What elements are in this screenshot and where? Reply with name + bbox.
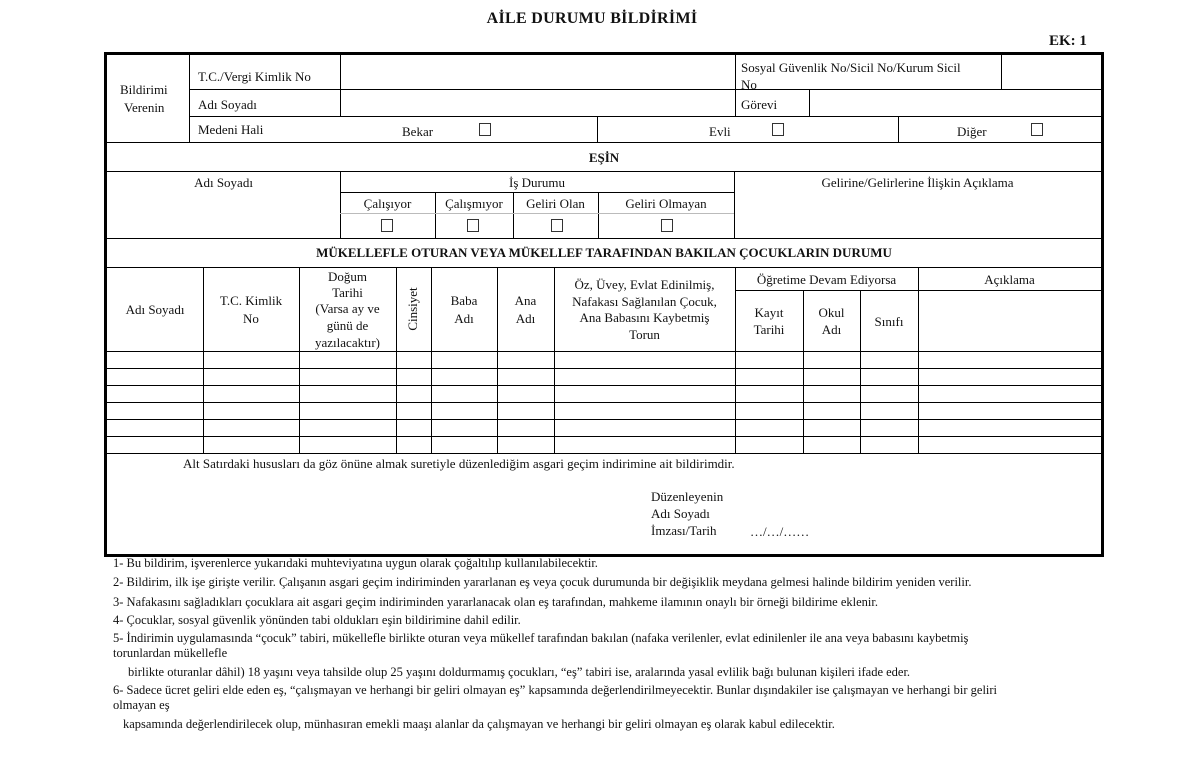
declarant-name-input[interactable] [341, 90, 735, 116]
child-rows[interactable] [107, 352, 1101, 453]
child-birth-header-3: (Varsa ay ve [315, 301, 380, 316]
bekar-checkbox[interactable] [479, 123, 491, 136]
note-4: 4- Çocuklar, sosyal güvenlik yönünden tabi oldukları eşin bildirimine dahil edilir. [113, 613, 521, 627]
child-father-header-2: Adı [454, 311, 474, 326]
note-2: 2- Bildirim, ilk işe girişte verilir. Çalışanın asgari geçim indiriminden yararlanan eş veya çocuk durumunda bir değişiklik meydana gelmesi halinde bildirim yeniden verilir. [113, 575, 972, 589]
issuer-label: Düzenleyenin [651, 489, 724, 504]
note-6: 6- Sadece ücret geliri elde eden eş, “çalışmayan ve herhangi bir geliri olmayan eş” kapsamında değerlendirilmeyecektir. Bunlar dışındakiler ise çalışmayan ve herhangi bir geliri [113, 683, 998, 697]
child-father-header: Baba [450, 293, 478, 308]
declarant-section-label-2: Verenin [124, 100, 165, 115]
note-3: 3- Nafakasını sağladıkları çocuklara ait asgari geçim indiriminden yararlanacak olan eş tarafından, mahkeme ilamının onaylı bir örneği bildirime eklenir. [113, 595, 878, 609]
duty-label: Görevi [741, 97, 778, 112]
tc-input[interactable] [341, 55, 735, 89]
child-birth-header-4: günü de [326, 318, 369, 333]
school-name-header-2: Adı [821, 322, 842, 337]
issuer-name-label: Adı Soyadı [651, 506, 710, 521]
child-relation-header-1: Öz, Üvey, Evlat Edinilmiş, [574, 277, 715, 292]
child-mother-header: Ana [514, 293, 537, 308]
school-name-header: Okul [818, 305, 845, 320]
marital-option-bekar: Bekar [402, 124, 434, 139]
note-1: 1- Bu bildirim, işverenlerce yukarıdaki muhteviyatına uygun olarak çoğaltılıp kullanılabilecektir. [113, 556, 598, 570]
form-title: AİLE DURUMU BİLDİRİMİ [486, 10, 698, 27]
spouse-name-label: Adı Soyadı [194, 175, 253, 190]
income-note-input[interactable] [735, 193, 1101, 238]
registration-date-header-2: Tarihi [753, 322, 785, 337]
calisiyor-checkbox[interactable] [381, 219, 393, 232]
child-tc-header: T.C. Kimlik [219, 293, 283, 308]
annex-label: EK: 1 [1049, 33, 1087, 49]
sgk-label-2: No [741, 77, 757, 92]
note-6-cont-2: kapsamında değerlendirilecek olup, münhasıran emekli maaşı alanlar da çalışmayan ve herhangi bir geliri olmayan eş olarak kabul edilecektir. [123, 717, 835, 731]
work-option-geliri-olmayan: Geliri Olmayan [625, 196, 707, 211]
income-note-label: Gelirine/Gelirlerine İlişkin Açıklama [821, 175, 1014, 190]
duty-input[interactable] [810, 90, 1101, 116]
diger-checkbox[interactable] [1031, 123, 1043, 136]
marital-option-evli: Evli [709, 124, 731, 139]
child-tc-header-2: No [243, 311, 259, 326]
work-option-geliri-olan: Geliri Olan [526, 196, 585, 211]
calismiyor-checkbox[interactable] [467, 219, 479, 232]
geliri-olmayan-checkbox[interactable] [661, 219, 673, 232]
declarant-name-label: Adı Soyadı [198, 97, 257, 112]
child-birth-header-5: yazılacaktır) [315, 335, 380, 350]
class-header: Sınıfı [874, 314, 904, 329]
child-note-header: Açıklama [984, 272, 1035, 287]
sgk-label: Sosyal Güvenlik No/Sicil No/Kurum Sicil [741, 60, 961, 75]
declarant-section-label: Bildirimi [120, 82, 168, 97]
spouse-name-input[interactable] [107, 193, 340, 238]
registration-date-header: Kayıt [754, 305, 784, 320]
work-option-calismiyor: Çalışmıyor [445, 196, 503, 211]
child-name-header: Adı Soyadı [125, 302, 185, 317]
signature-date-label: İmzası/Tarih [651, 523, 717, 538]
date-placeholder[interactable]: …/…/…… [750, 524, 810, 539]
note-5-cont-2: birlikte oturanlar dâhil) 18 yaşını veya tahsilde olup 25 yaşını doldurmamış çocukları, “eş” tabiri ise, aralarında yasal evlilik bağı bulunan kişileri ifade eder. [128, 665, 911, 679]
sgk-input[interactable] [1002, 55, 1101, 89]
tc-label: T.C./Vergi Kimlik No [198, 69, 311, 84]
child-relation-header-3: Ana Babasını Kaybetmiş [579, 310, 710, 325]
work-option-calisiyor: Çalışıyor [363, 196, 412, 211]
note-6-cont: olmayan eş [113, 698, 170, 712]
note-5: 5- İndirimin uygulamasında “çocuk” tabiri, mükellefle birlikte oturan veya mükellef tarafından bakılan (nafaka verilenler, evlat edinilenler ile ana veya babasını kaybetmiş [113, 631, 969, 645]
spouse-header: EŞİN [588, 150, 620, 165]
children-header: MÜKELLEFLE OTURAN VEYA MÜKELLEF TARAFINDAN BAKILAN ÇOCUKLARIN DURUMU [316, 245, 892, 260]
child-gender-header: Cinsiyet [405, 287, 420, 331]
child-birth-header-2: Tarihi [332, 285, 363, 300]
child-birth-header-1: Doğum [328, 269, 367, 284]
child-mother-header-2: Adı [515, 311, 536, 326]
family-status-form [104, 52, 1104, 557]
work-status-label: İş Durumu [509, 175, 565, 190]
child-relation-header-4: Torun [629, 327, 660, 342]
geliri-olan-checkbox[interactable] [551, 219, 563, 232]
evli-checkbox[interactable] [772, 123, 784, 136]
declaration-text: Alt Satırdaki hususları da göz önüne almak suretiyle düzenlediğim asgari geçim indirimine ait bildirimdir. [183, 456, 735, 471]
child-relation-header-2: Nafakası Sağlanılan Çocuk, [572, 294, 717, 309]
education-header: Öğretime Devam Ediyorsa [756, 272, 897, 287]
note-5-cont: torunlardan mükellefle [113, 646, 228, 660]
marital-label: Medeni Hali [198, 122, 264, 137]
marital-option-diger: Diğer [957, 124, 987, 139]
